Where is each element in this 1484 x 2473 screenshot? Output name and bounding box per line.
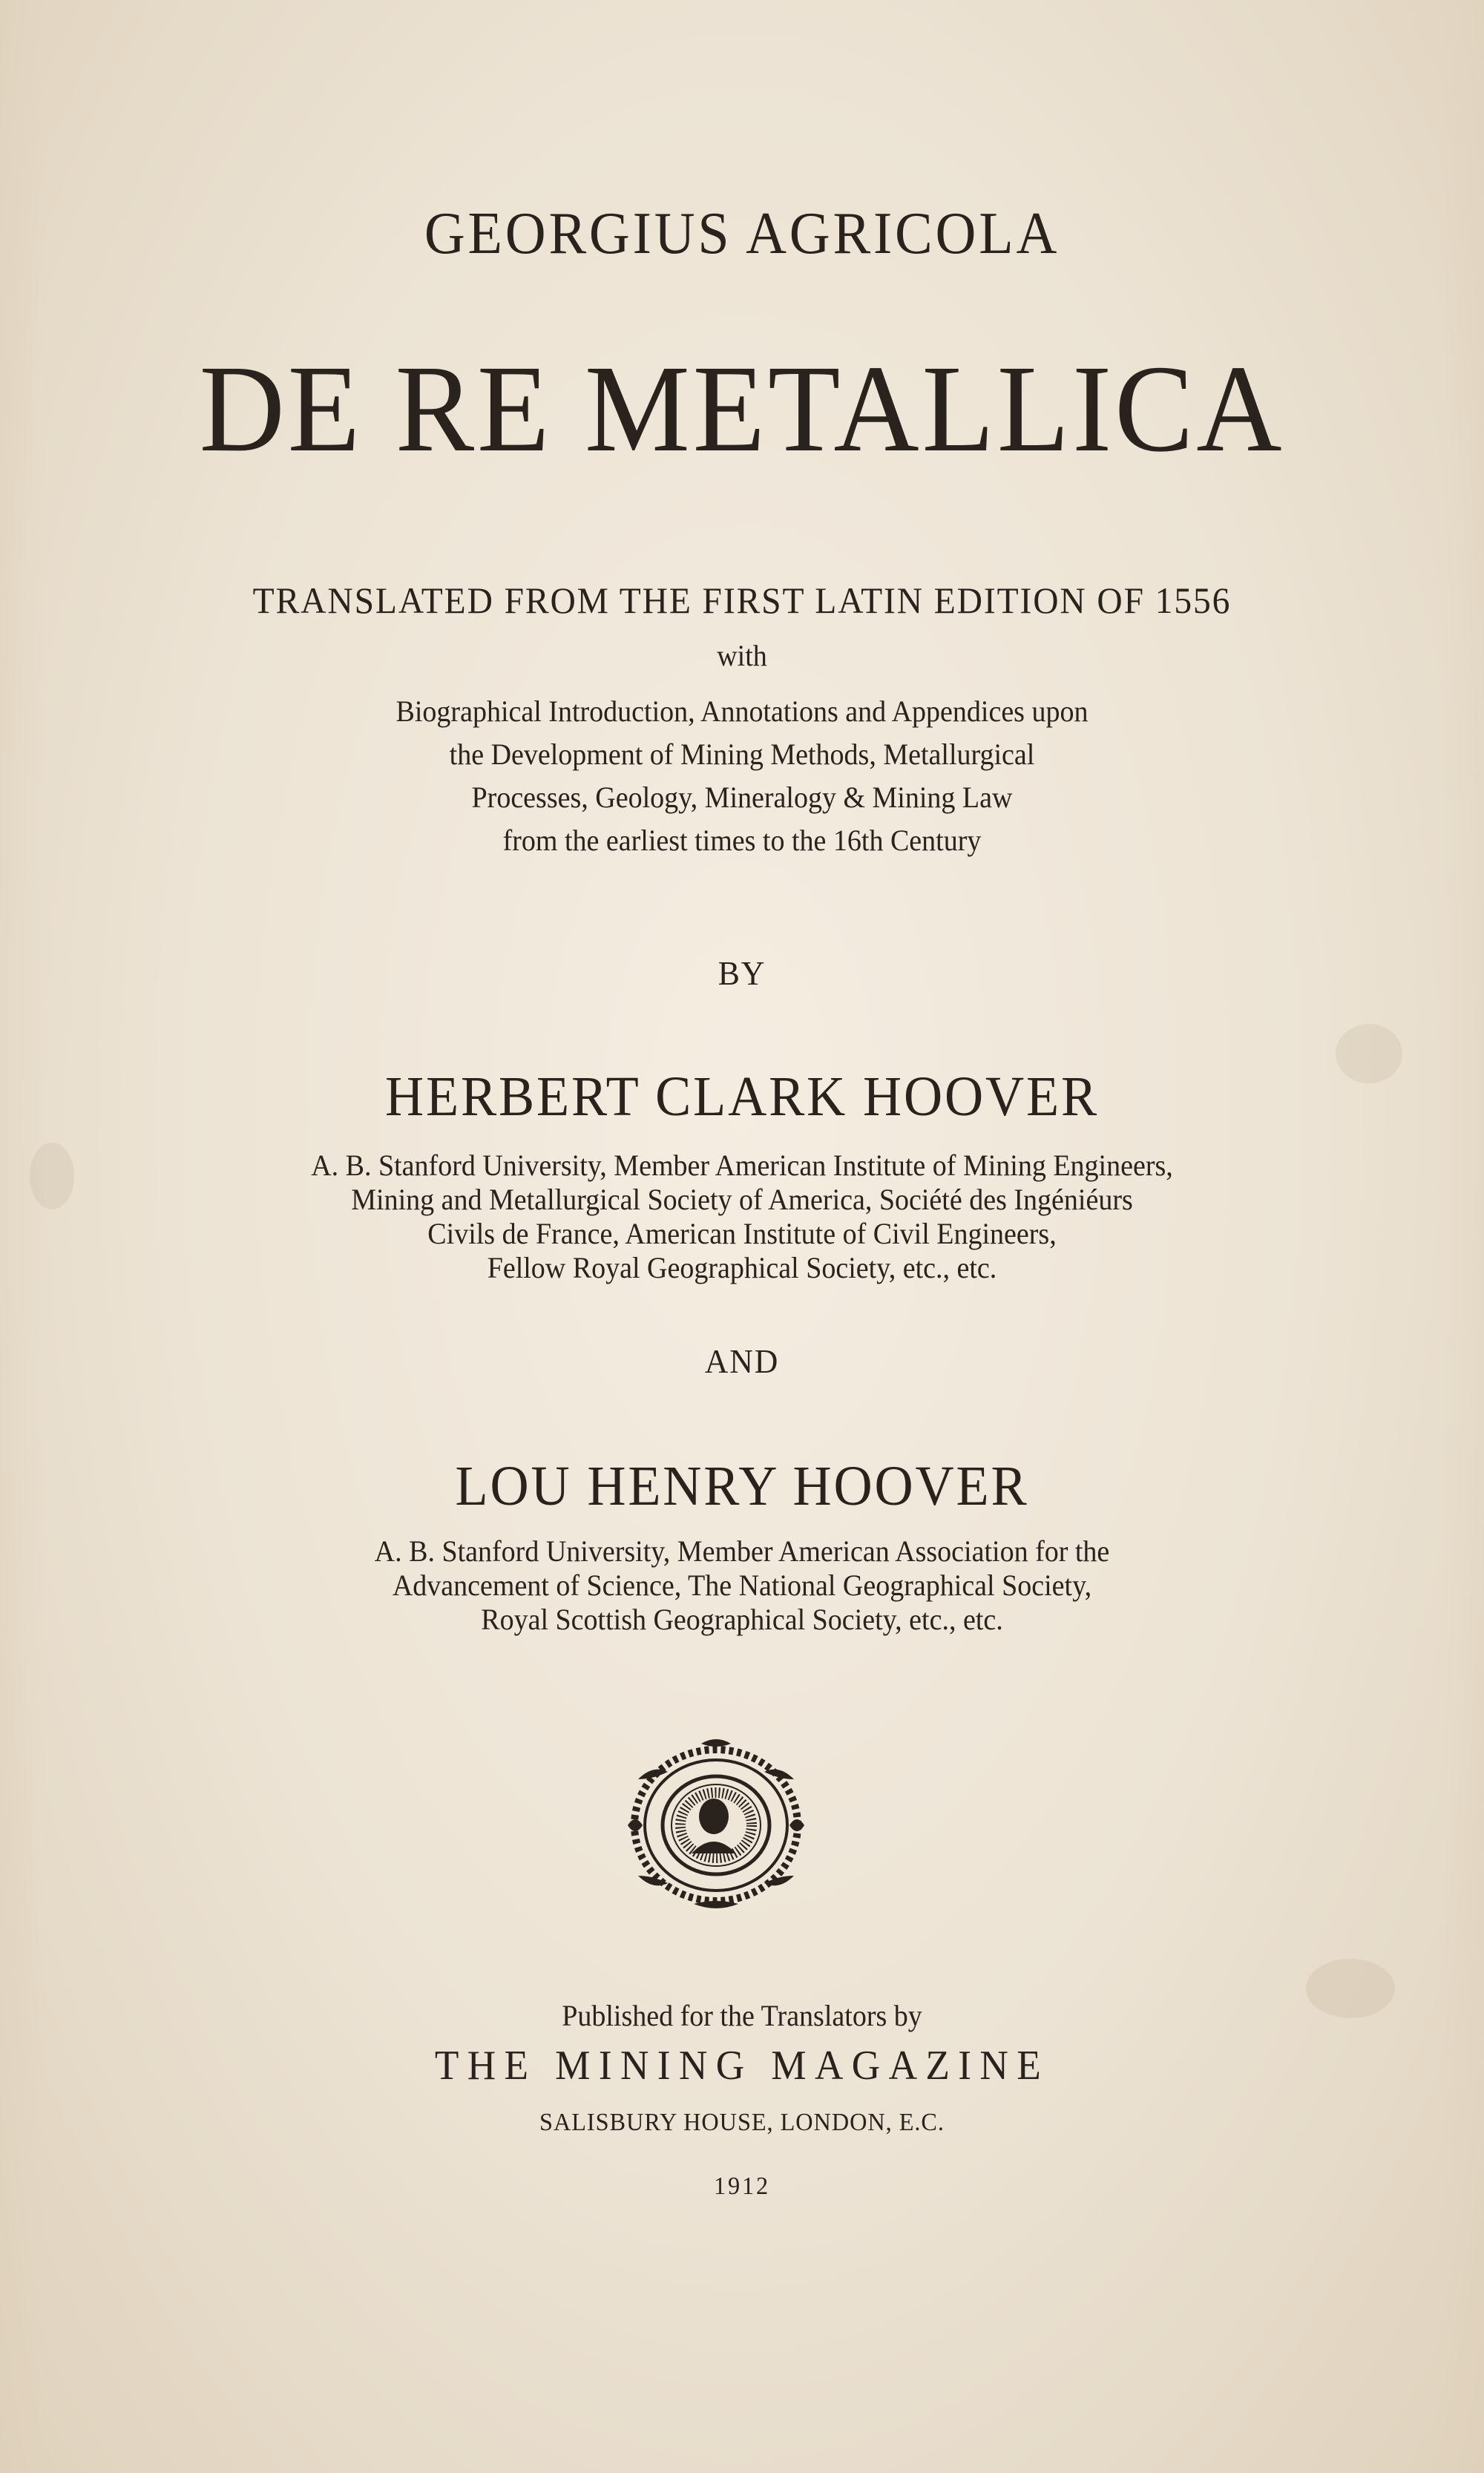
translator-1-credentials-line: Civils de France, American Institute of Civil Engineers, bbox=[427, 1217, 1057, 1250]
translator-1-credentials-line: A. B. Stanford University, Member American Institute of Mining Engineers, bbox=[311, 1149, 1173, 1182]
translator-1-credentials-line: Mining and Metallurgical Society of America, Société des Ingéniéurs bbox=[351, 1183, 1133, 1216]
subtitle-description-line: Biographical Introduction, Annotations and Appendices upon bbox=[395, 694, 1089, 728]
by-label: BY bbox=[718, 954, 766, 992]
translator-2-credentials-line: Royal Scottish Geographical Society, etc., etc. bbox=[481, 1603, 1003, 1636]
publication-year: 1912 bbox=[714, 2173, 770, 2200]
subtitle-description-line: Processes, Geology, Mineralogy & Mining Law bbox=[471, 781, 1013, 814]
and-label: AND bbox=[704, 1342, 780, 1380]
translator-2-credentials-line: A. B. Stanford University, Member American Association for the bbox=[374, 1534, 1110, 1568]
published-for-line: Published for the Translators by bbox=[562, 1999, 922, 2032]
subtitle-description-line: from the earliest times to the 16th Century bbox=[502, 824, 982, 857]
latin-author-name: GEORGIUS AGRICOLA bbox=[424, 201, 1060, 266]
translation-note: TRANSLATED FROM THE FIRST LATIN EDITION OF 1556 bbox=[252, 579, 1232, 621]
publisher-name: THE MINING MAGAZINE bbox=[434, 2043, 1050, 2089]
subtitle-description-line: the Development of Mining Methods, Metallurgical bbox=[449, 738, 1035, 771]
translator-2-name: LOU HENRY HOOVER bbox=[455, 1455, 1029, 1517]
translator-1-credentials-line: Fellow Royal Geographical Society, etc., etc. bbox=[487, 1251, 997, 1284]
publisher-address: SALISBURY HOUSE, LONDON, E.C. bbox=[539, 2109, 945, 2136]
publisher-seal-icon bbox=[623, 1735, 809, 1913]
translator-2-credentials-line: Advancement of Science, The National Geographical Society, bbox=[392, 1569, 1092, 1602]
translator-1-name: HERBERT CLARK HOOVER bbox=[385, 1065, 1099, 1128]
with-label: with bbox=[717, 639, 767, 672]
book-title: DE RE METALLICA bbox=[199, 340, 1285, 478]
